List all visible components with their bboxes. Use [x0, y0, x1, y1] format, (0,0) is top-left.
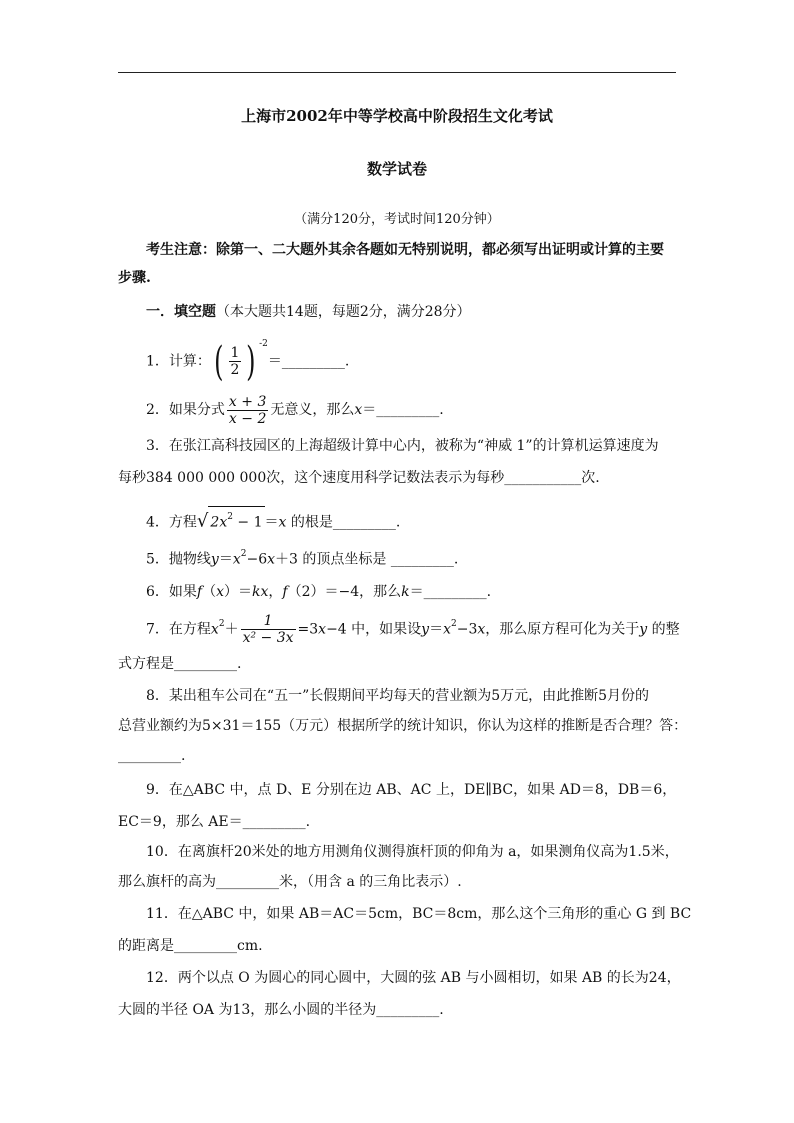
question-12-line-2: 大圆的半径 OA 为13，那么小圆的半径为_________. [118, 1002, 444, 1018]
question-8-line-1: 8．某出租车公司在“五一”长假期间平均每天的营业额为5万元，由此推断5月份的 [146, 688, 650, 704]
q4-prefix: 4．方程 [146, 514, 197, 531]
q1-fraction [229, 345, 242, 378]
q5-answer-blank: ＋3 的顶点坐标是 _________. [275, 551, 459, 568]
question-7-line-2: 式方程是_________. [118, 656, 242, 672]
q6-paren-open: （ [202, 584, 217, 600]
question-7-line-1 [146, 606, 678, 646]
q5-x-linear: x [267, 551, 276, 568]
q7-prefix: 7．在方程 [146, 621, 211, 638]
q4-radicand [208, 506, 264, 535]
exam-info: （满分120分，考试时间120分钟） [294, 212, 500, 227]
q2-middle: 无意义，那么 [270, 402, 355, 418]
q7-post2: 的整 [647, 621, 680, 638]
question-9-line-2: EC＝9，那么 AE＝_________. [118, 814, 311, 830]
q6-prefix: 6．如果 [146, 584, 197, 600]
q6-condition: （2）＝−4，那么 [287, 584, 402, 600]
q1-exponent: -2 [259, 339, 268, 349]
q2-variable: x [354, 402, 363, 418]
q7-x3: x [443, 621, 451, 638]
question-11-line-2: 的距离是_________cm. [118, 938, 263, 954]
notice-line-2: 步骤. [118, 270, 151, 286]
q4-equals: ＝ [264, 514, 279, 531]
top-rule [118, 72, 676, 73]
q2-denominator: x − 2 [228, 410, 267, 427]
question-5 [146, 546, 678, 570]
q6-f: f [196, 584, 203, 600]
q7-x: x [210, 621, 219, 638]
question-11-line-1: 11．在△ABC 中，如果 AB＝AC＝5cm，BC＝8cm，那么这个三角形的重心 G 到 BC [146, 906, 692, 922]
q2-answer-blank: ＝_________. [362, 402, 444, 418]
q6-k: k [401, 584, 410, 600]
q7-plus: ＋ [224, 621, 239, 638]
q4-variable: x [278, 514, 287, 531]
question-8-line-3: _________. [118, 748, 186, 764]
question-3-line-1: 3．在张江高科技园区的上海超级计算中心内，被称为“神威 1”的计算机运算速度为 [146, 438, 659, 454]
q4-radicand-rest: − 1 [232, 514, 263, 531]
question-8-line-2: 总营业额约为5×31＝155（万元）根据所学的统计知识，你认为这样的推断是否合理？答： [118, 718, 688, 734]
q6-x: x [216, 584, 225, 600]
q1-numerator: 1 [230, 345, 240, 362]
question-10-line-1: 10．在离旗杆20米处的地方用测角仪测得旗杆顶的仰角为 a，如果测角仪高为1.5米， [146, 844, 679, 860]
question-4 [146, 506, 678, 535]
q7-rhs: =3 [297, 621, 319, 638]
q4-radicand-term: 2x [210, 514, 228, 531]
section-1-desc: （本大题共14题，每题2分，满分28分） [216, 304, 471, 320]
q5-equals: ＝ [218, 551, 233, 568]
q6-answer-blank: ＝_________. [409, 584, 492, 600]
q5-x: x [232, 551, 241, 568]
question-12-line-1: 12．两个以点 O 为圆心的同心圆中，大圆的弦 AB 与小圆相切，如果 AB 的长为24， [146, 970, 681, 986]
notice-text-1: 除第一、二大题外其余各题如无特别说明，都必须写出证明或计算的主要 [216, 242, 664, 258]
q7-x4: x [477, 621, 486, 638]
question-2 [146, 390, 678, 430]
question-6 [146, 582, 678, 602]
q7-minus-3: −3 [456, 621, 478, 638]
q2-prefix: 2．如果分式 [146, 402, 225, 418]
q7-mid: −4 中，如果设 [326, 621, 422, 638]
q7-equals: ＝ [429, 621, 444, 638]
q2-numerator: x + 3 [228, 393, 267, 410]
question-1 [146, 338, 678, 385]
q7-denominator: x² − 3x [242, 630, 294, 647]
q1-denominator: 2 [230, 362, 240, 379]
question-9-line-1: 9．在△ABC 中，点 D、E 分别在边 AB、AC 上，DE∥BC，如果 AD＝8，DB＝6， [146, 782, 677, 798]
q5-y: y [210, 551, 219, 568]
q4-square: 2 [227, 512, 233, 522]
left-paren: ( [214, 338, 224, 385]
q7-numerator: 1 [241, 613, 296, 630]
section-1-title: 一．填空题 [146, 304, 216, 320]
q7-post: ，那么原方程可化为关于 [485, 621, 640, 638]
q6-paren-close: ）＝ [224, 584, 253, 600]
notice-line-1 [146, 240, 678, 260]
q5-square: 2 [240, 549, 247, 559]
q7-fraction [241, 613, 296, 646]
q6-comma: ， [268, 584, 283, 600]
section-1-heading [146, 302, 678, 322]
q6-kx: kx [252, 584, 269, 600]
q6-f2: f [282, 584, 288, 600]
q7-square-2: 2 [450, 619, 457, 629]
q1-answer-blank: ＝_________. [267, 353, 350, 370]
right-paren: ) [246, 338, 256, 385]
notice-label: 考生注意： [146, 242, 216, 258]
sqrt-icon: √ [196, 510, 209, 532]
q5-coefficient: −6 [246, 551, 268, 568]
q7-x2: x [318, 621, 327, 638]
q5-prefix: 5．抛物线 [146, 551, 211, 568]
question-10-line-2: 那么旗杆的高为_________米，（用含 a 的三角比表示）. [118, 874, 462, 890]
question-3-line-2: 每秒384 000 000 000次，这个速度用科学记数法表示为每秒___________次. [118, 470, 600, 486]
q1-prefix: 1．计算： [146, 353, 211, 370]
exam-title: 上海市2002年中等学校高中阶段招生文化考试 [241, 107, 553, 125]
q4-answer-blank: 的根是_________. [286, 514, 401, 531]
exam-subtitle: 数学试卷 [366, 160, 427, 178]
q7-square: 2 [218, 619, 225, 629]
q7-y: y [421, 621, 430, 638]
q2-fraction [227, 394, 268, 427]
q7-y2: y [639, 621, 648, 638]
